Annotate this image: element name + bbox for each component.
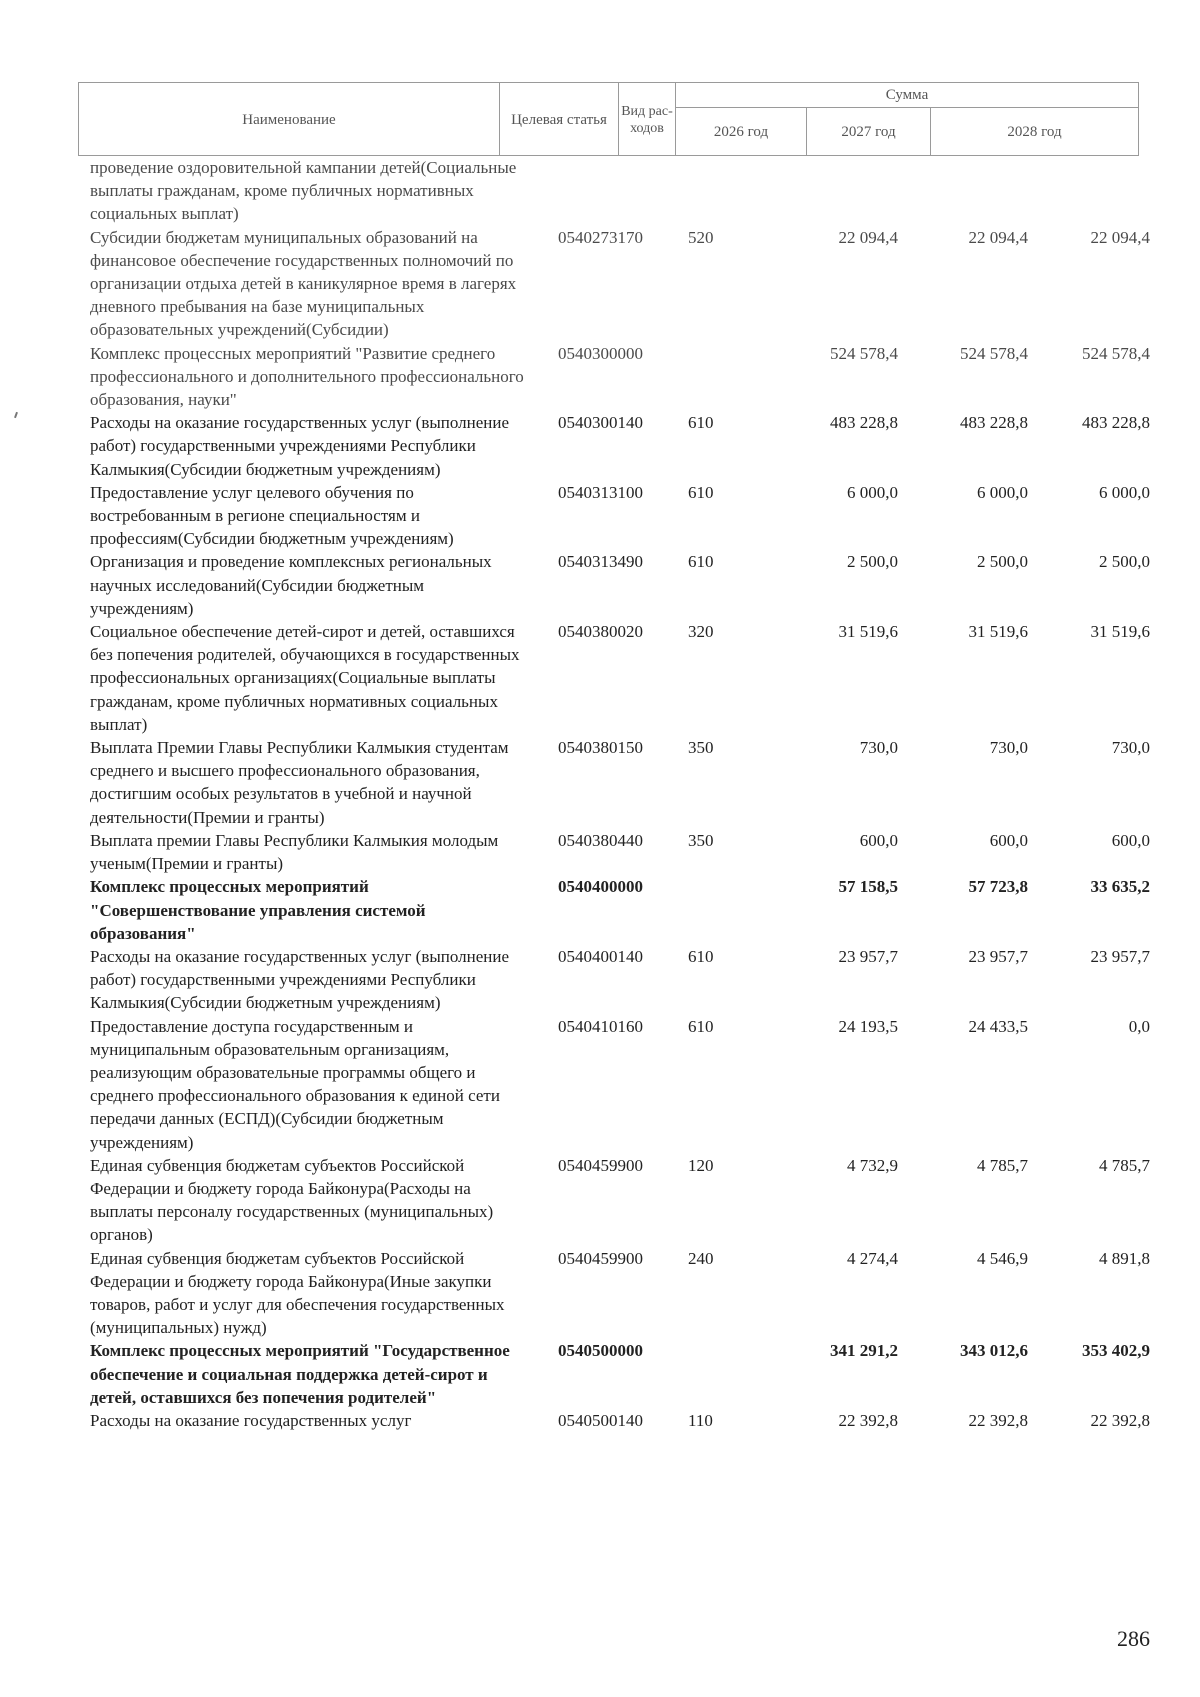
row-code: 0540313490 bbox=[558, 552, 643, 572]
row-sum-2028: 524 578,4 bbox=[1082, 343, 1150, 363]
table-row bbox=[90, 1154, 1150, 1247]
row-sum-2028: 33 635,2 bbox=[1090, 877, 1150, 897]
row-code: 0540400140 bbox=[558, 946, 643, 966]
table-row bbox=[90, 411, 1150, 481]
row-code: 0540459900 bbox=[558, 1248, 643, 1268]
table-row bbox=[90, 620, 1150, 736]
row-code: 0540380150 bbox=[558, 738, 643, 758]
row-vid: 610 bbox=[688, 482, 714, 502]
row-sum-2027: 343 012,6 bbox=[960, 1341, 1028, 1361]
table-row bbox=[90, 736, 1150, 829]
row-sum-2026: 57 158,5 bbox=[838, 877, 898, 897]
header-code: Целевая статья bbox=[511, 111, 607, 128]
row-name: Расходы на оказание государственных услуг (выполнение работ) государственными учреждениями Республики Калмыкия(Субсидии бюджетным учреждениям) bbox=[90, 946, 510, 1013]
row-sum-2026: 4 274,4 bbox=[847, 1248, 898, 1268]
row-sum-2026: 2 500,0 bbox=[847, 552, 898, 572]
row-sum-2026: 23 957,7 bbox=[838, 946, 898, 966]
table-row bbox=[90, 550, 1150, 620]
row-sum-2026: 730,0 bbox=[859, 738, 898, 758]
header-summa: Сумма bbox=[885, 86, 929, 103]
row-sum-2027: 730,0 bbox=[989, 738, 1028, 758]
row-vid: 610 bbox=[688, 1016, 714, 1036]
row-name: Расходы на оказание государственных услуг (выполнение работ) государственными учреждениями Республики Калмыкия(Субсидии бюджетным учреждениям) bbox=[90, 413, 510, 479]
row-vid: 320 bbox=[688, 622, 714, 642]
table-body bbox=[90, 156, 1150, 1432]
row-name: Расходы на оказание государственных услуг bbox=[90, 1410, 412, 1430]
row-sum-2028: 353 402,9 bbox=[1082, 1341, 1150, 1361]
row-sum-2027: 31 519,6 bbox=[968, 622, 1028, 642]
row-sum-2027: 4 785,7 bbox=[977, 1155, 1028, 1175]
row-sum-2028: 2 500,0 bbox=[1099, 552, 1150, 572]
table-row bbox=[90, 156, 1150, 226]
row-sum-2027: 22 392,8 bbox=[968, 1410, 1028, 1430]
row-name: Единая субвенция бюджетам субъектов Российской Федерации и бюджету города Байконура(Иные закупки товаров, работ и услуг для обеспечения государственных (муниципальных) нужд) bbox=[90, 1248, 505, 1338]
row-sum-2027: 600,0 bbox=[989, 830, 1028, 850]
table-row bbox=[90, 829, 1150, 875]
row-sum-2028: 22 094,4 bbox=[1090, 227, 1150, 247]
row-vid: 110 bbox=[688, 1410, 713, 1430]
row-name: Социальное обеспечение детей-сирот и детей, оставшихся без попечения родителей, обучающихся в государственных профессиональных организациях(Социальные выплаты гражданам, кроме публичных нормативных социальных выплат) bbox=[90, 622, 520, 734]
header-2027: 2027 год bbox=[841, 123, 896, 140]
row-sum-2026: 31 519,6 bbox=[838, 622, 898, 642]
row-sum-2028: 22 392,8 bbox=[1090, 1410, 1150, 1430]
header-name: Наименование bbox=[242, 111, 336, 128]
row-sum-2027: 24 433,5 bbox=[968, 1016, 1028, 1036]
row-vid: 120 bbox=[688, 1155, 714, 1175]
header-2028: 2028 год bbox=[1007, 123, 1062, 140]
row-name: Комплекс процессных мероприятий "Совершенствование управления системой образования" bbox=[90, 877, 426, 943]
table-row bbox=[90, 342, 1150, 412]
row-vid: 610 bbox=[688, 946, 714, 966]
row-name: Выплата Премии Главы Республики Калмыкия студентам среднего и высшего профессионального образования, достигшим особых результатов в учебной и научной деятельности(Премии и гранты) bbox=[90, 738, 509, 827]
row-name: Комплекс процессных мероприятий "Развитие среднего профессионального и дополнительного профессионального образования, науки" bbox=[90, 343, 524, 410]
row-name: Предоставление услуг целевого обучения по востребованным в регионе специальностям и профессиям(Субсидии бюджетным учреждениям) bbox=[90, 482, 454, 549]
table-row bbox=[90, 945, 1150, 1015]
row-name: Субсидии бюджетам муниципальных образований на финансовое обеспечение государственных полномочий по организации отдыха детей в каникулярное время в лагерях дневного пребывания на базе муниципальных образовательных учреждений(Субсидии) bbox=[90, 227, 517, 340]
row-vid: 610 bbox=[688, 413, 714, 433]
header-vid: Вид рас-ходов bbox=[621, 104, 673, 136]
row-sum-2026: 22 392,8 bbox=[838, 1410, 898, 1430]
table-row bbox=[90, 1339, 1150, 1409]
row-code: 0540400000 bbox=[558, 877, 643, 897]
row-sum-2027: 22 094,4 bbox=[968, 227, 1028, 247]
row-sum-2028: 483 228,8 bbox=[1082, 413, 1150, 433]
row-code: 0540300000 bbox=[558, 343, 643, 363]
row-sum-2027: 57 723,8 bbox=[968, 877, 1028, 897]
row-code: 0540459900 bbox=[558, 1155, 643, 1175]
row-sum-2028: 600,0 bbox=[1111, 830, 1150, 850]
row-code: 0540500000 bbox=[558, 1341, 643, 1361]
row-code: 0540300140 bbox=[558, 413, 643, 433]
table-row bbox=[90, 481, 1150, 551]
row-sum-2027: 2 500,0 bbox=[977, 552, 1028, 572]
row-sum-2027: 483 228,8 bbox=[960, 413, 1028, 433]
row-sum-2028: 730,0 bbox=[1111, 738, 1150, 758]
row-sum-2026: 4 732,9 bbox=[847, 1155, 898, 1175]
row-code: 0540313100 bbox=[558, 482, 643, 502]
row-sum-2026: 341 291,2 bbox=[830, 1341, 898, 1361]
row-vid: 240 bbox=[688, 1248, 714, 1268]
table-row bbox=[90, 1409, 1150, 1432]
row-sum-2027: 4 546,9 bbox=[977, 1248, 1028, 1268]
row-code: 0540380440 bbox=[558, 830, 643, 850]
row-code: 0540500140 bbox=[558, 1410, 643, 1430]
row-code: 0540380020 bbox=[558, 622, 643, 642]
row-vid: 610 bbox=[688, 552, 714, 572]
row-sum-2026: 600,0 bbox=[859, 830, 898, 850]
row-sum-2027: 6 000,0 bbox=[977, 482, 1028, 502]
row-sum-2028: 31 519,6 bbox=[1090, 622, 1150, 642]
row-sum-2028: 4 891,8 bbox=[1099, 1248, 1150, 1268]
row-sum-2026: 22 094,4 bbox=[838, 227, 898, 247]
row-name: Единая субвенция бюджетам субъектов Российской Федерации и бюджету города Байконура(Расходы на выплаты персоналу государственных (муниципальных) органов) bbox=[90, 1155, 494, 1245]
row-sum-2028: 23 957,7 bbox=[1090, 946, 1150, 966]
table-row bbox=[90, 1015, 1150, 1154]
scan-speck bbox=[14, 412, 18, 418]
row-vid: 350 bbox=[688, 830, 714, 850]
row-sum-2026: 6 000,0 bbox=[847, 482, 898, 502]
row-code: 0540273170 bbox=[558, 227, 643, 247]
row-name: Выплата премии Главы Республики Калмыкия молодым ученым(Премии и гранты) bbox=[90, 830, 499, 874]
row-name: Организация и проведение комплексных региональных научных исследований(Субсидии бюджетным учреждениям) bbox=[90, 552, 492, 618]
row-name: Комплекс процессных мероприятий "Государственное обеспечение и социальная поддержка детей-сирот и детей, оставшихся без попечения родителей" bbox=[90, 1341, 510, 1407]
row-code: 0540410160 bbox=[558, 1016, 643, 1036]
row-vid: 350 bbox=[688, 738, 714, 758]
row-sum-2026: 524 578,4 bbox=[830, 343, 898, 363]
table-row bbox=[90, 226, 1150, 342]
row-sum-2027: 524 578,4 bbox=[960, 343, 1028, 363]
row-sum-2028: 4 785,7 bbox=[1099, 1155, 1150, 1175]
page-number: 286 bbox=[1117, 1626, 1150, 1651]
table-row bbox=[90, 875, 1150, 945]
row-sum-2028: 6 000,0 bbox=[1099, 482, 1150, 502]
row-sum-2026: 483 228,8 bbox=[830, 413, 898, 433]
row-vid: 520 bbox=[688, 227, 714, 247]
row-sum-2028: 0,0 bbox=[1128, 1016, 1150, 1036]
header-2026: 2026 год bbox=[713, 123, 769, 140]
table-row bbox=[90, 1247, 1150, 1340]
row-sum-2026: 24 193,5 bbox=[838, 1016, 898, 1036]
row-sum-2027: 23 957,7 bbox=[968, 946, 1028, 966]
row-name: Предоставление доступа государственным и муниципальным образовательным организациям, реализующим образовательные программы общего и среднего профессионального образования к единой сети передачи данных (ЕСПД)(Субсидии бюджетным учреждениям) bbox=[90, 1016, 500, 1152]
row-name: проведение оздоровительной кампании детей(Социальные выплаты гражданам, кроме публичных нормативных социальных выплат) bbox=[90, 158, 517, 224]
table-header bbox=[78, 82, 1139, 156]
